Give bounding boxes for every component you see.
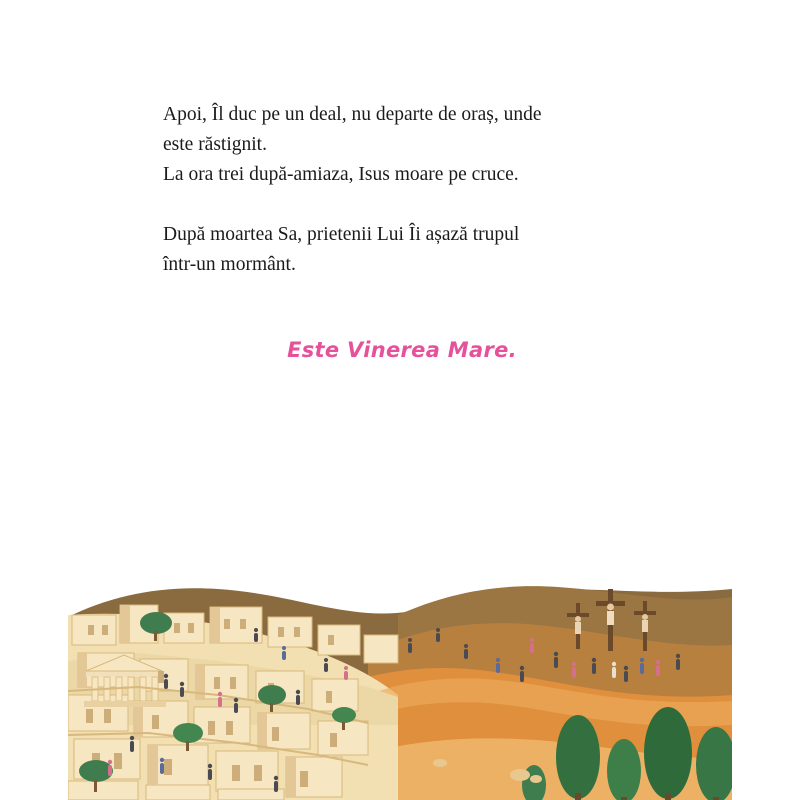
paragraph-1: [163, 100, 641, 190]
paragraph-2-line-2: într-un mormânt.: [163, 254, 296, 275]
highlight-text: Este Vinerea Mare.: [287, 338, 517, 362]
paragraph-1-line-2: este răstignit.: [163, 134, 267, 155]
paragraph-1-line-1: Apoi, Îl duc pe un deal, nu departe de oraș, unde: [163, 104, 542, 125]
paragraph-1-line-3: La ora trei după-amiaza, Isus moare pe cruce.: [163, 164, 519, 185]
paragraph-2: [163, 220, 641, 280]
text-block: [163, 100, 641, 362]
illustration: [68, 575, 732, 800]
paragraph-2-line-1: După moartea Sa, prietenii Lui Îi așază trupul: [163, 224, 520, 245]
